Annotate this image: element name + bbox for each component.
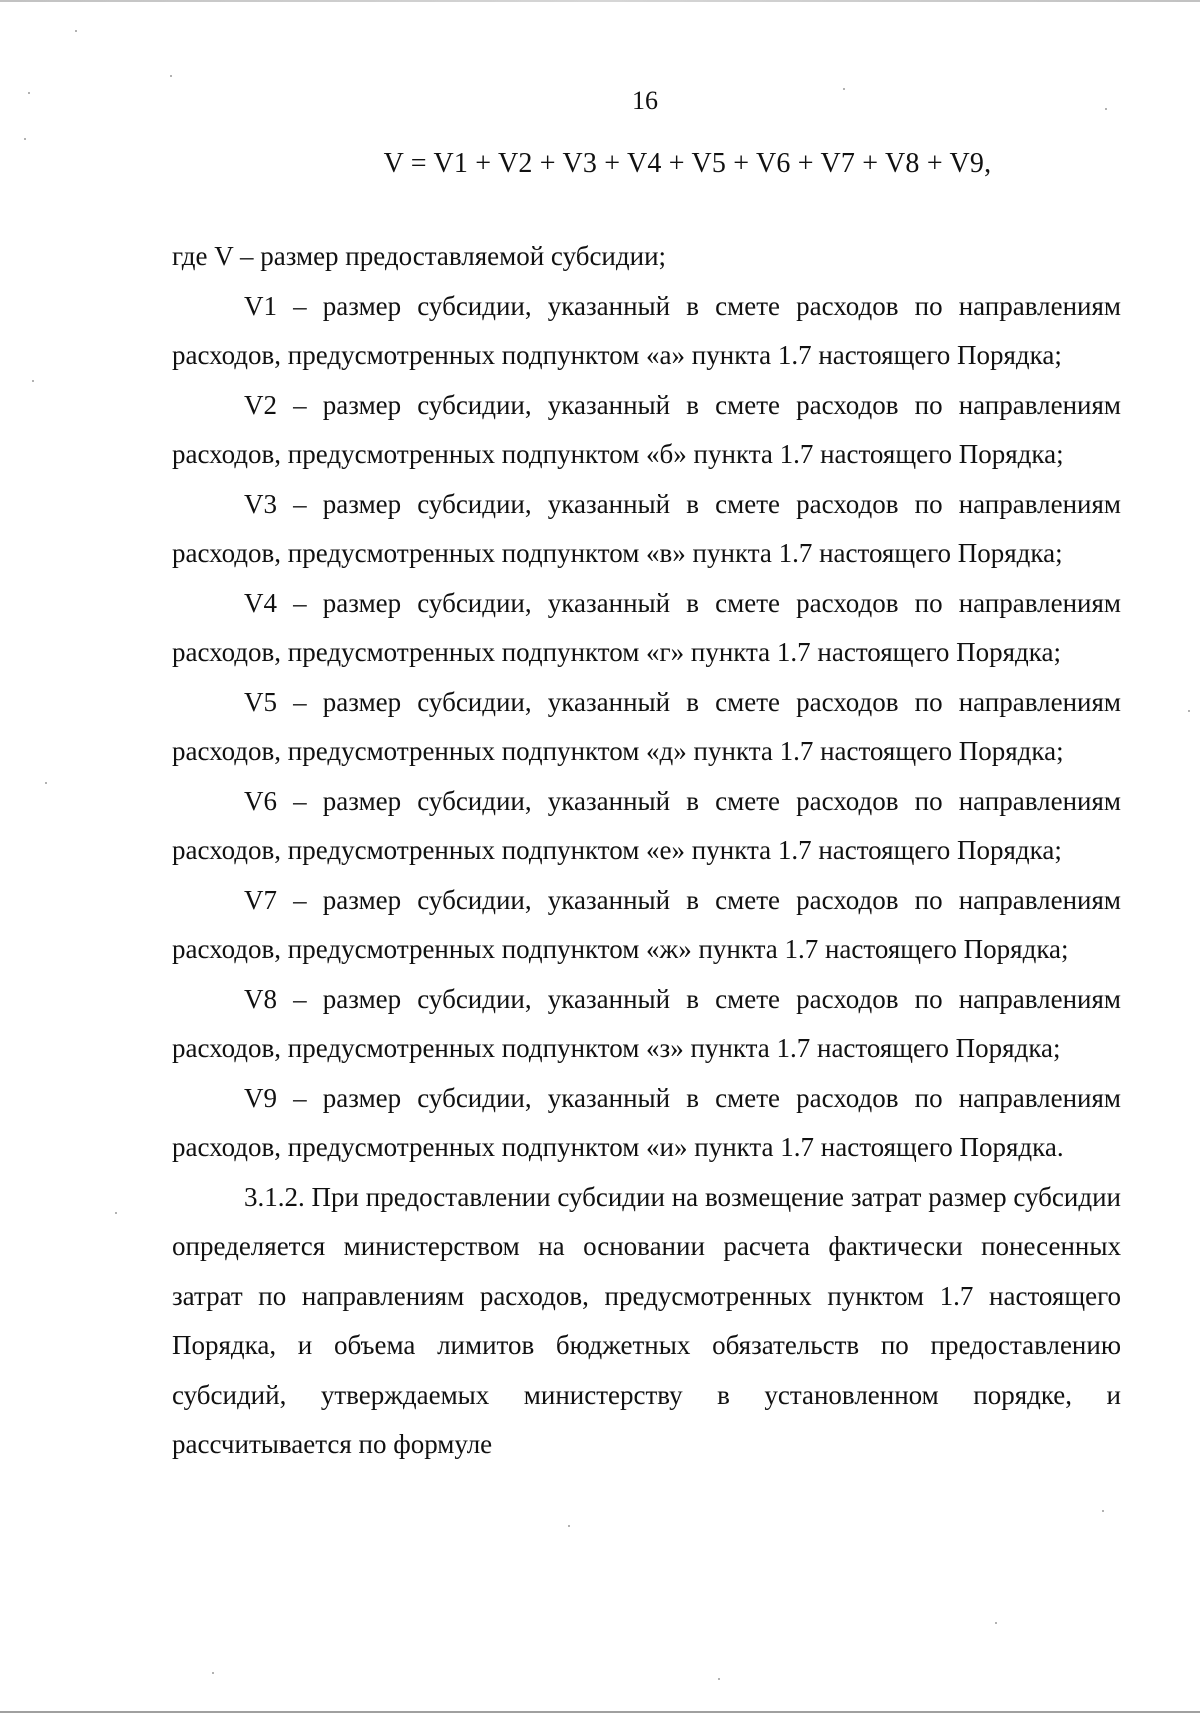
- paragraph-definition-v7: V7 – размер субсидии, указанный в смете расходов по направлениям расходов, предусмотренных подпунктом «ж» пункта 1.7 настоящего Порядка;: [172, 884, 1121, 964]
- scan-speck: [1102, 1510, 1104, 1512]
- scan-speck: [212, 1672, 214, 1674]
- scan-speck: [32, 380, 34, 382]
- paragraph-definition-v2: V2 – размер субсидии, указанный в смете расходов по направлениям расходов, предусмотренных подпунктом «б» пункта 1.7 настоящего Порядка;: [172, 389, 1121, 469]
- paragraph-section-3-1-2: 3.1.2. При предоставлении субсидии на возмещение затрат размер субсидии определяется министерством на основании расчета фактически понесенных затрат по направлениям расходов, предусмотренных пунктом 1.7 настоящего Порядка, и объема лимитов бюджетных обязательств по предоставлению субсидий, утверждаемых министерству в установленном порядке, и рассчитывается по формуле: [172, 1181, 1121, 1459]
- paragraph-definition-v8: V8 – размер субсидии, указанный в смете расходов по направлениям расходов, предусмотренных подпунктом «з» пункта 1.7 настоящего Порядка;: [172, 983, 1121, 1063]
- scan-speck: [28, 92, 30, 94]
- paragraph-definition-v: где V – размер предоставляемой субсидии;: [172, 241, 667, 271]
- document-body: [172, 232, 1121, 1470]
- scan-speck: [170, 75, 172, 77]
- scan-edge-top: [0, 0, 1200, 2]
- paragraph-definition-v1: V1 – размер субсидии, указанный в смете расходов по направлениям расходов, предусмотренных подпунктом «а» пункта 1.7 настоящего Порядка;: [172, 290, 1121, 370]
- paragraph-definition-v4: V4 – размер субсидии, указанный в смете расходов по направлениям расходов, предусмотренных подпунктом «г» пункта 1.7 настоящего Порядка;: [172, 587, 1121, 667]
- scan-speck: [24, 138, 26, 140]
- scan-edge-bottom: [0, 1711, 1200, 1713]
- scan-speck: [843, 88, 845, 90]
- subsidy-formula: V = V1 + V2 + V3 + V4 + V5 + V6 + V7 + V8 + V9,: [383, 148, 992, 179]
- paragraph-definition-v6: V6 – размер субсидии, указанный в смете расходов по направлениям расходов, предусмотренных подпунктом «е» пункта 1.7 настоящего Порядка;: [172, 785, 1121, 865]
- scan-speck: [718, 1678, 720, 1680]
- scan-speck: [568, 1525, 570, 1527]
- scan-speck: [75, 30, 77, 32]
- scan-speck: [115, 1212, 117, 1214]
- paragraph-definition-v3: V3 – размер субсидии, указанный в смете расходов по направлениям расходов, предусмотренных подпунктом «в» пункта 1.7 настоящего Порядка;: [172, 488, 1121, 568]
- scan-speck: [45, 782, 47, 784]
- scan-speck: [995, 1622, 997, 1624]
- scan-speck: [1105, 108, 1107, 110]
- paragraph-definition-v9: V9 – размер субсидии, указанный в смете расходов по направлениям расходов, предусмотренных подпунктом «и» пункта 1.7 настоящего Порядка.: [172, 1082, 1121, 1162]
- scan-speck: [1188, 710, 1190, 712]
- page-number: 16: [632, 86, 658, 115]
- paragraph-definition-v5: V5 – размер субсидии, указанный в смете расходов по направлениям расходов, предусмотренных подпунктом «д» пункта 1.7 настоящего Порядка;: [172, 686, 1121, 766]
